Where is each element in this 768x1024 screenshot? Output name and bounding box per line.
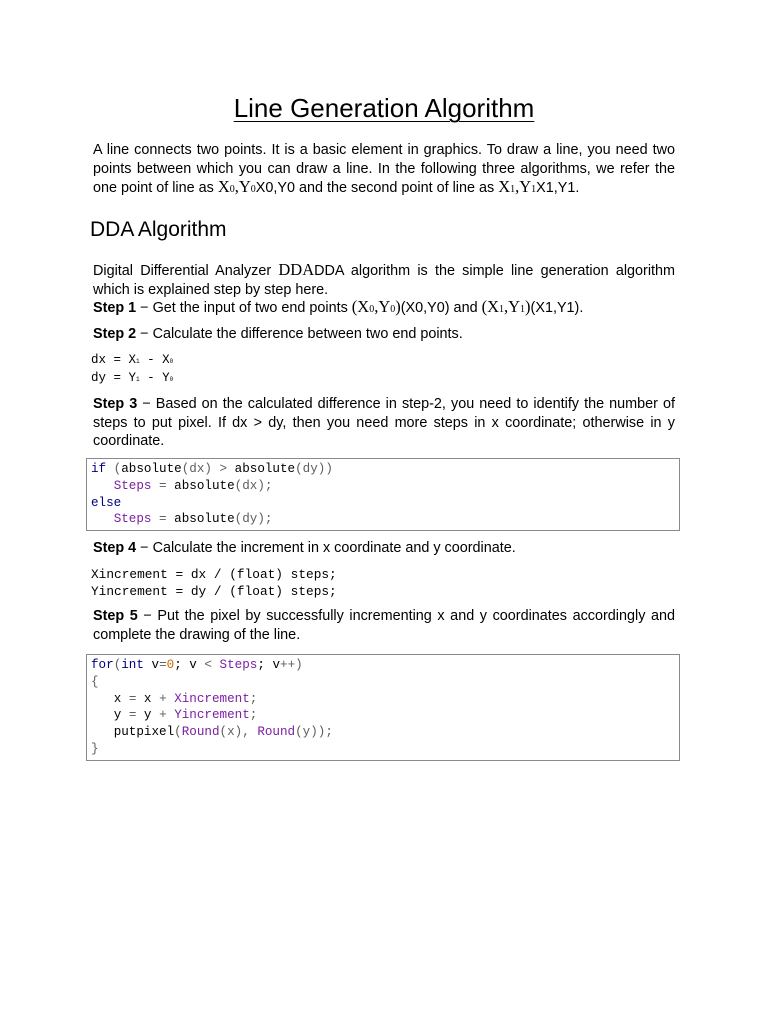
- step-1-label: Step 1: [93, 300, 137, 316]
- step-3: Step 3 − Based on the calculated difference in step-2, you need to identify the number of steps to put pixel. If dx > dy, then you need more steps in x coordinate; otherwise in y coordinate.: [93, 396, 675, 449]
- step-2: Step 2 − Calculate the difference between two end points.: [93, 326, 463, 342]
- code-steps: if (absolute(dx) > absolute(dy)) Steps = absolute(dx); else Steps = absolute(dy);: [91, 462, 333, 527]
- code-block-loop: [86, 654, 680, 761]
- step-4-label: Step 4: [93, 540, 137, 556]
- code-loop: for(int v=0; v < Steps; v++) { x = x + Xincrement; y = y + Yincrement; putpixel(Round(x), Round(y)); }: [91, 658, 333, 756]
- x-increment-formula: Xincrement = dx / (float) steps;: [91, 567, 337, 582]
- step-1-point0-math: (X0,Y0): [351, 297, 401, 316]
- intro-text-a: A line connects two points. It is a basic element in graphics. To draw a line, you need two points between which you can draw a line. In the following three algorithms, we refer the one point of line as: [93, 142, 675, 196]
- increment-formulas: [91, 567, 337, 600]
- point0-plain: X0,Y0: [255, 180, 295, 196]
- difference-formulas: [91, 352, 173, 388]
- y-increment-formula: Yincrement = dy / (float) steps;: [91, 583, 337, 599]
- section-heading: DDA Algorithm: [90, 218, 227, 241]
- point1-math: X1,Y1: [498, 177, 537, 196]
- dda-math: DDA: [278, 260, 315, 279]
- dy-formula: dy = Y1 - Y0: [91, 371, 174, 385]
- step-5: Step 5 − Put the pixel by successfully incrementing x and y coordinates accordingly and complete the drawing of the line.: [93, 608, 676, 643]
- dx-formula: dx = X1 - X0: [91, 353, 174, 367]
- step-3-label: Step 3: [93, 396, 138, 412]
- page-title: Line Generation Algorithm: [233, 93, 535, 123]
- step-2-label: Step 2: [93, 326, 137, 342]
- step-1-point1-math: (X1,Y1): [481, 297, 531, 316]
- point1-plain: X1,Y1: [536, 180, 576, 196]
- intro-text-b: and the second point of line as: [294, 180, 499, 196]
- dda-intro-paragraph: Digital Differential Analyzer DDADDA algorithm is the simple line generation algorithm which is explained step by step here.: [93, 260, 676, 298]
- code-block-steps: [86, 458, 680, 531]
- intro-paragraph: A line connects two points. It is a basic element in graphics. To draw a line, you need two points between which you can draw a line. In the following three algorithms, we refer the one point of line as X0,Y0X0,Y0 and the second point of line as X1,Y1X1,Y1.: [93, 142, 675, 196]
- step-5-label: Step 5: [93, 608, 138, 624]
- point0-math: X0,Y0: [217, 177, 256, 196]
- step-4: Step 4 − Calculate the increment in x coordinate and y coordinate.: [93, 540, 516, 556]
- step-1: Step 1 − Get the input of two end points (X0,Y0)(X0,Y0) and (X1,Y1)(X1,Y1).: [93, 297, 584, 316]
